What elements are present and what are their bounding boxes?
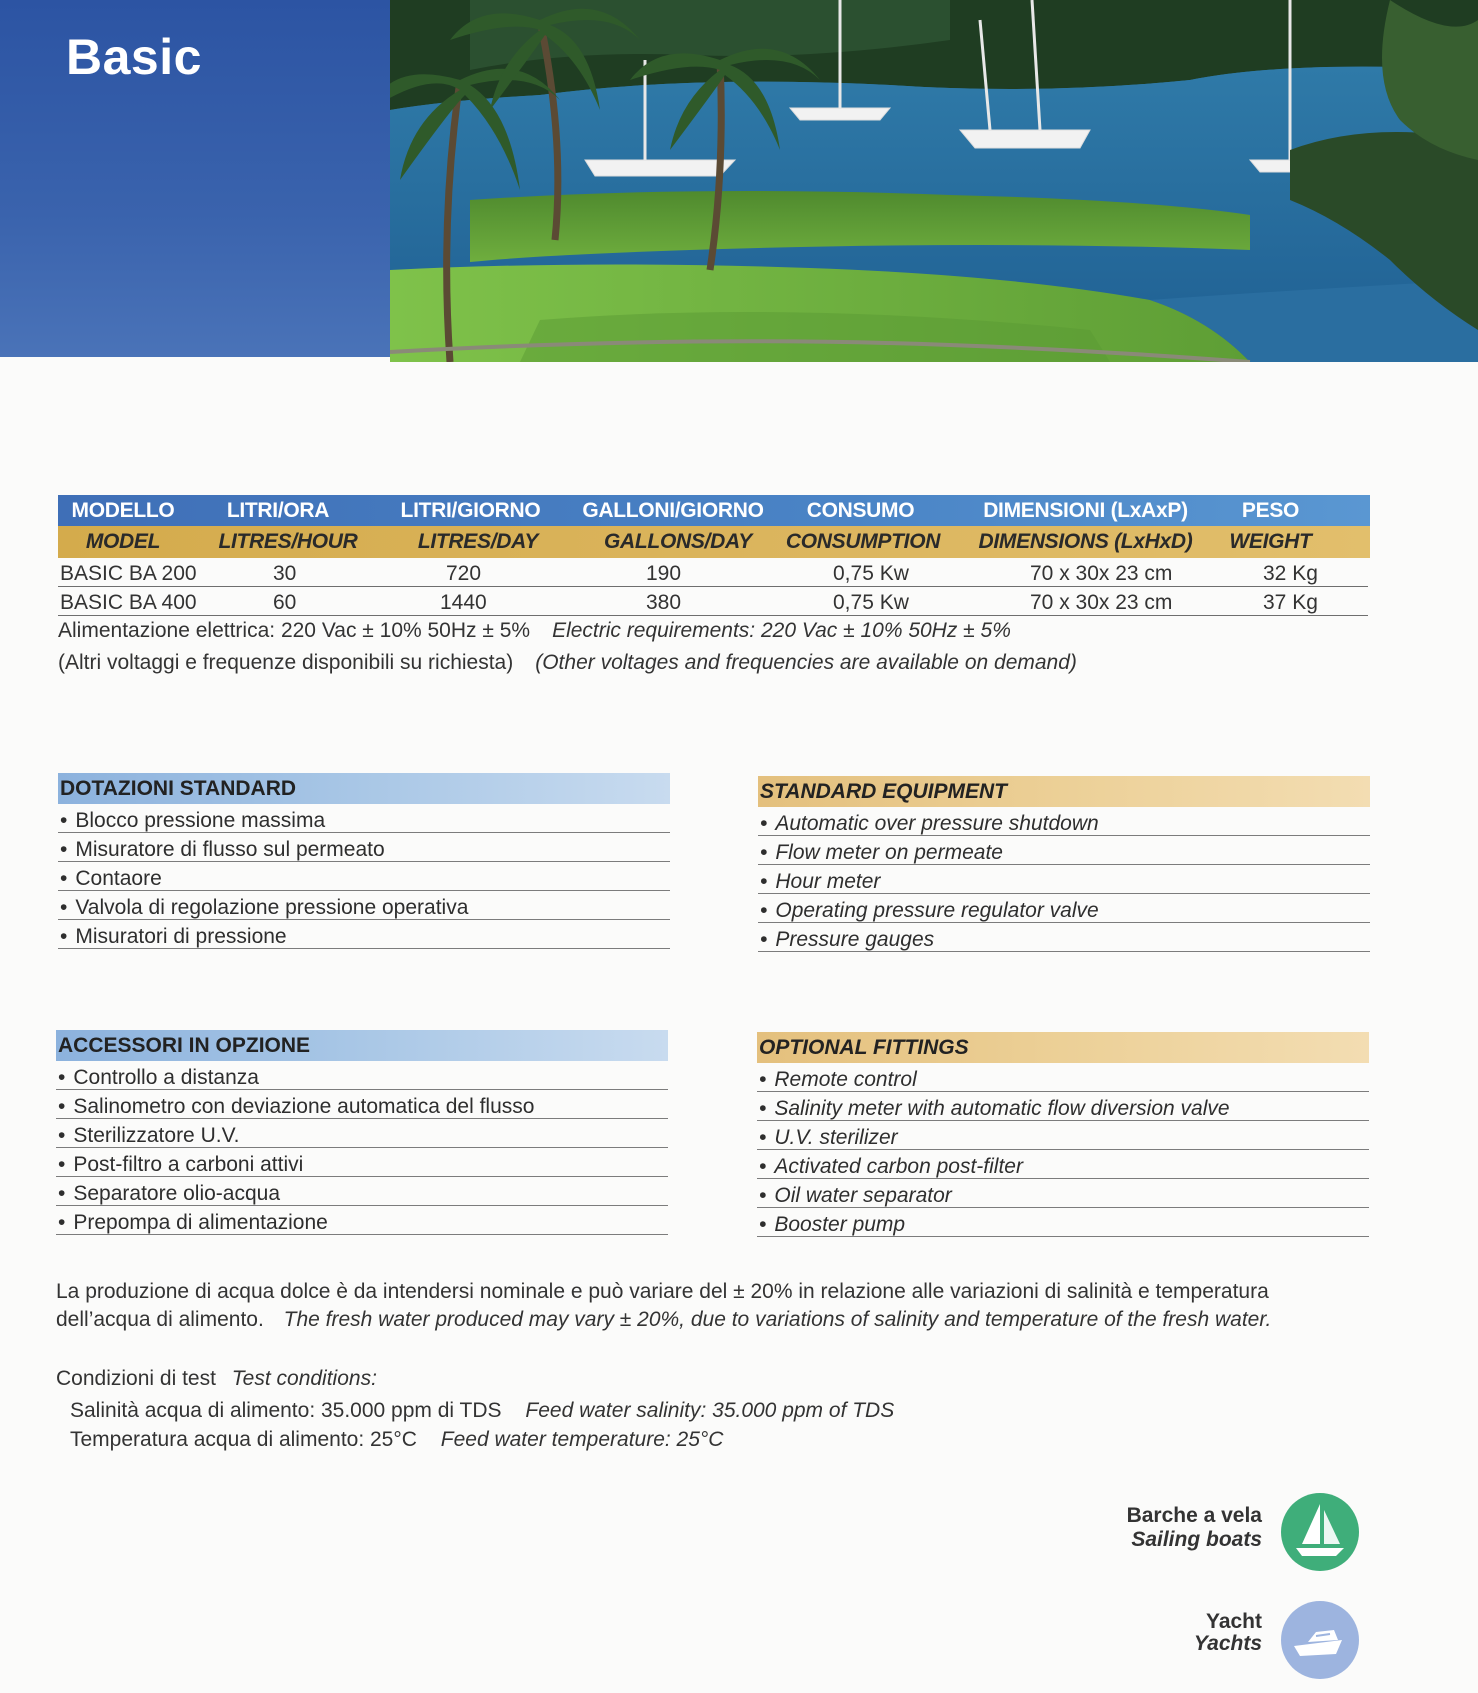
power-requirements — [58, 619, 1373, 648]
spec-header-row-italian — [58, 495, 1370, 526]
bullet-icon: • — [58, 1124, 66, 1147]
item-label: Pressure gauges — [775, 928, 935, 951]
list-item — [56, 1148, 668, 1177]
list-item — [58, 920, 670, 949]
header-litres-hour-en: LITRES/HOUR — [218, 530, 358, 553]
bullet-icon: • — [760, 870, 768, 893]
list-item — [56, 1090, 668, 1119]
header-gallons-day-en: GALLONS/DAY — [604, 530, 752, 553]
header-model-en: MODEL — [85, 530, 161, 553]
item-label: Prepompa di alimentazione — [73, 1211, 328, 1234]
power-text-it: Alimentazione elettrica: 220 Vac ± 10% 50Hz ± 5% — [58, 619, 531, 642]
header-photo — [390, 0, 1478, 362]
list-item — [758, 836, 1370, 865]
item-label: Operating pressure regulator valve — [775, 899, 1099, 922]
list-item — [58, 891, 670, 920]
harbor-photo-image — [390, 0, 1478, 362]
cell-dimensions: 70 x 30x 23 cm — [1030, 562, 1173, 585]
yacht-label-en: Yachts — [1193, 1632, 1262, 1655]
test-temperature — [70, 1428, 723, 1452]
item-label: Salinometro con deviazione automatica del flusso — [73, 1095, 535, 1118]
item-label: Remote control — [774, 1068, 917, 1091]
bullet-icon: • — [760, 899, 768, 922]
list-item — [56, 1177, 668, 1206]
cell-weight: 37 Kg — [1263, 591, 1318, 614]
bullet-icon: • — [58, 1066, 66, 1089]
bullet-icon: • — [60, 896, 68, 919]
item-label: Activated carbon post-filter — [774, 1155, 1023, 1178]
temperature-en: Feed water temperature: 25°C — [440, 1428, 724, 1451]
list-item — [758, 807, 1370, 836]
production-note-line2 — [56, 1308, 1271, 1332]
item-label: Booster pump — [774, 1213, 906, 1236]
voltage-note — [58, 651, 1373, 680]
header-litres-day-en: LITRES/DAY — [417, 530, 539, 553]
sailing-label-en: Sailing boats — [1131, 1528, 1262, 1551]
cell-weight: 32 Kg — [1263, 562, 1318, 585]
sailboat-icon — [1280, 1492, 1360, 1572]
bullet-icon: • — [759, 1126, 767, 1149]
test-conditions-en: Test conditions: — [231, 1367, 377, 1390]
list-item — [758, 894, 1370, 923]
standard-equipment-en-section — [758, 776, 1370, 952]
header-dimensions-en: DIMENSIONS (LxHxD) — [978, 530, 1193, 553]
salinity-it: Salinità acqua di alimento: 35.000 ppm di TDS — [70, 1399, 502, 1422]
cell-consumption: 0,75 Kw — [833, 591, 909, 614]
item-label: Salinity meter with automatic flow diversion valve — [774, 1097, 1230, 1120]
list-item — [56, 1119, 668, 1148]
cell-litres-day: 1440 — [440, 591, 487, 614]
bullet-icon: • — [759, 1155, 767, 1178]
cell-litres-hour: 30 — [273, 562, 297, 585]
item-label: Hour meter — [775, 870, 881, 893]
cell-litres-day: 720 — [446, 562, 482, 585]
header-litres-day-it: LITRI/GIORNO — [400, 498, 541, 522]
list-item — [757, 1092, 1369, 1121]
sailing-label-it: Barche a vela — [1126, 1504, 1262, 1527]
table-row — [58, 587, 1373, 616]
header-weight-en: WEIGHT — [1229, 530, 1312, 553]
yachts-label — [1194, 1610, 1262, 1656]
list-item — [757, 1208, 1369, 1237]
list-item — [757, 1150, 1369, 1179]
bullet-icon: • — [58, 1095, 66, 1118]
yacht-icon — [1280, 1600, 1360, 1680]
optional-fittings-en-title: OPTIONAL FITTINGS — [757, 1032, 1369, 1063]
list-item — [757, 1063, 1369, 1092]
list-item — [56, 1061, 668, 1090]
bullet-icon: • — [60, 838, 68, 861]
cell-consumption: 0,75 Kw — [833, 562, 909, 585]
production-note-it-cont: dell’acqua di alimento. — [56, 1308, 264, 1331]
cell-model: BASIC BA 200 — [60, 562, 197, 585]
bullet-icon: • — [58, 1182, 66, 1205]
list-item — [56, 1206, 668, 1235]
header-band — [0, 0, 390, 357]
bullet-icon: • — [60, 809, 68, 832]
item-label: Controllo a distanza — [73, 1066, 259, 1089]
yacht-label-it: Yacht — [1205, 1610, 1262, 1633]
header-litres-hour-it: LITRI/ORA — [226, 498, 330, 522]
header-weight-it: PESO — [1241, 498, 1300, 522]
bullet-icon: • — [759, 1184, 767, 1207]
standard-equipment-it-section — [58, 773, 670, 949]
header-consumption-it: CONSUMO — [806, 498, 915, 522]
item-label: Blocco pressione massima — [75, 809, 326, 832]
list-item — [58, 804, 670, 833]
optional-fittings-en-section — [757, 1032, 1369, 1237]
production-note-en: The fresh water produced may vary ± 20%, due to variations of salinity and temperature of the fresh water. — [283, 1308, 1272, 1331]
table-row — [58, 558, 1373, 587]
temperature-it: Temperatura acqua di alimento: 25°C — [70, 1428, 417, 1451]
production-note-line1 — [56, 1280, 1269, 1304]
voltage-text-it: (Altri voltaggi e frequenze disponibili su richiesta) — [58, 651, 514, 674]
list-item — [58, 833, 670, 862]
power-text-en: Electric requirements: 220 Vac ± 10% 50Hz ± 5% — [552, 619, 1011, 642]
item-label: Separatore olio-acqua — [73, 1182, 280, 1205]
bullet-icon: • — [759, 1097, 767, 1120]
sailing-boats-label — [1127, 1504, 1262, 1552]
production-note-it: La produzione di acqua dolce è da intendersi nominale e può variare del ± 20% in relazione alle variazioni di salinità e temperatura — [56, 1280, 1269, 1303]
header-dimensions-it: DIMENSIONI (LxAxP) — [983, 498, 1188, 522]
voltage-text-en: (Other voltages and frequencies are available on demand) — [535, 651, 1077, 674]
bullet-icon: • — [759, 1213, 767, 1236]
optional-fittings-it-section — [56, 1030, 668, 1235]
bullet-icon: • — [760, 928, 768, 951]
spec-table — [58, 495, 1373, 680]
bullet-icon: • — [58, 1153, 66, 1176]
list-item — [757, 1121, 1369, 1150]
list-item — [758, 923, 1370, 952]
cell-dimensions: 70 x 30x 23 cm — [1030, 591, 1173, 614]
optional-fittings-it-title: ACCESSORI IN OPZIONE — [56, 1030, 668, 1061]
list-item — [758, 865, 1370, 894]
item-label: Oil water separator — [774, 1184, 952, 1207]
salinity-en: Feed water salinity: 35.000 ppm of TDS — [525, 1399, 895, 1422]
item-label: Valvola di regolazione pressione operativa — [75, 896, 469, 919]
item-label: U.V. sterilizer — [774, 1126, 898, 1149]
cell-litres-hour: 60 — [273, 591, 297, 614]
bullet-icon: • — [58, 1211, 66, 1234]
item-label: Automatic over pressure shutdown — [775, 812, 1099, 835]
cell-gallons-day: 190 — [646, 562, 682, 585]
bullet-icon: • — [760, 841, 768, 864]
cell-model: BASIC BA 400 — [60, 591, 197, 614]
spec-header-row-english — [58, 526, 1370, 558]
list-item — [757, 1179, 1369, 1208]
item-label: Post-filtro a carboni attivi — [73, 1153, 304, 1176]
standard-equipment-it-title: DOTAZIONI STANDARD — [58, 773, 670, 804]
test-salinity — [70, 1399, 894, 1423]
header-consumption-en: CONSUMPTION — [785, 530, 941, 553]
header-model-it: MODELLO — [71, 498, 175, 522]
item-label: Contaore — [75, 867, 162, 890]
item-label: Flow meter on permeate — [775, 841, 1003, 864]
bullet-icon: • — [60, 925, 68, 948]
row-divider — [58, 615, 1368, 616]
bullet-icon: • — [759, 1068, 767, 1091]
item-label: Sterilizzatore U.V. — [73, 1124, 240, 1147]
header-gallons-day-it: GALLONI/GIORNO — [582, 498, 764, 522]
test-conditions-label — [56, 1367, 377, 1391]
cell-gallons-day: 380 — [646, 591, 682, 614]
test-conditions-it: Condizioni di test — [56, 1367, 216, 1390]
bullet-icon: • — [60, 867, 68, 890]
item-label: Misuratore di flusso sul permeato — [75, 838, 385, 861]
list-item — [58, 862, 670, 891]
item-label: Misuratori di pressione — [75, 925, 287, 948]
page-title: Basic — [66, 29, 202, 85]
bullet-icon: • — [760, 812, 768, 835]
standard-equipment-en-title: STANDARD EQUIPMENT — [758, 776, 1370, 807]
